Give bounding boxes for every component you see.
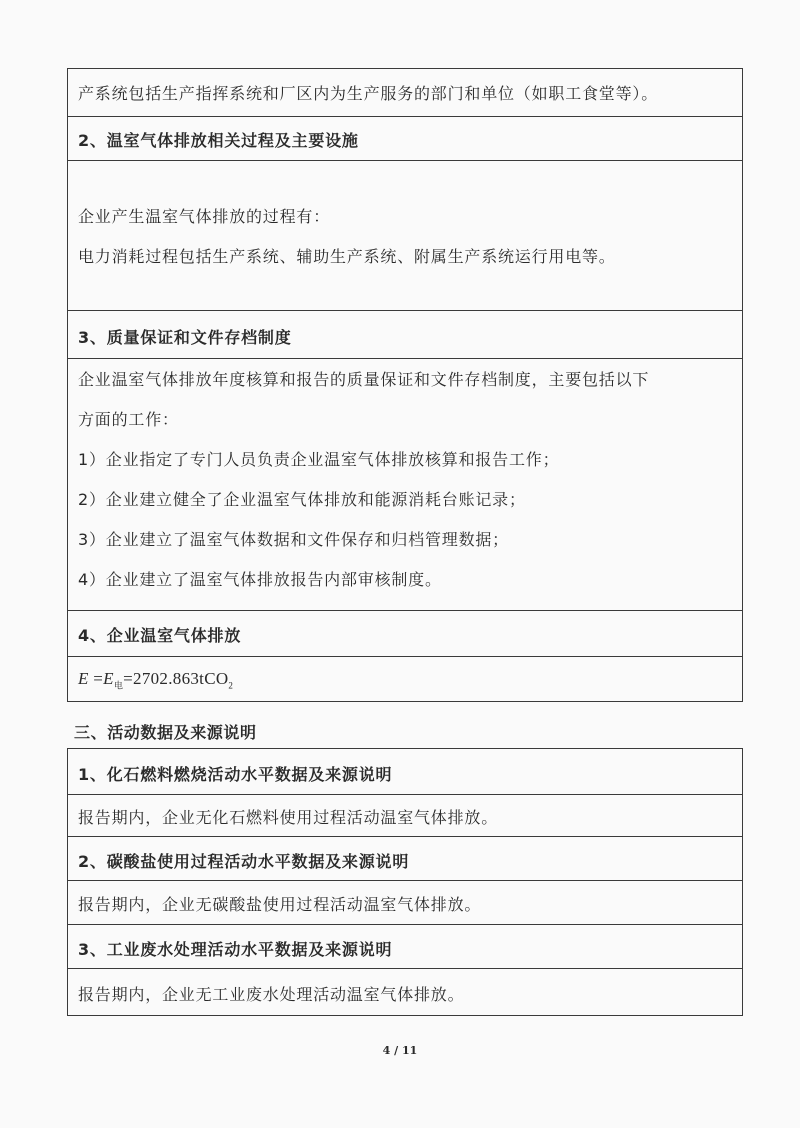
continuation-text: 产系统包括生产指挥系统和厂区内为生产服务的部门和单位（如职工食堂等）。 <box>78 84 659 103</box>
page-number: 4 / 11 <box>382 1044 418 1057</box>
section-2-heading: 2、温室气体排放相关过程及主要设施 <box>78 131 359 150</box>
wastewater-text: 报告期内，企业无工业废水处理活动温室气体排放。 <box>78 985 465 1004</box>
section-3-line-2: 方面的工作： <box>78 410 179 429</box>
activity-heading-row-3 <box>68 925 742 969</box>
carbonate-text: 报告期内，企业无碳酸盐使用过程活动温室气体排放。 <box>78 895 482 914</box>
activity-heading-row-2 <box>68 837 742 881</box>
activity-heading-row-1 <box>68 749 742 795</box>
section-2-heading-row <box>68 117 742 161</box>
wastewater-heading: 3、工业废水处理活动水平数据及来源说明 <box>78 940 393 959</box>
section-3-line-1: 企业温室气体排放年度核算和报告的质量保证和文件存档制度，主要包括以下 <box>78 370 650 389</box>
section-3-item-3: 3）企业建立了温室气体数据和文件保存和归档管理数据； <box>78 530 509 549</box>
continuation-row <box>68 69 742 117</box>
section-3-heading: 3、质量保证和文件存档制度 <box>78 328 292 347</box>
report-table-2 <box>67 748 743 1016</box>
section-4-heading-row <box>68 611 742 657</box>
activity-text-row-2 <box>68 881 742 925</box>
emission-formula: $E =E_电=2702.863tCO_2$ <box>78 669 234 691</box>
section-3-item-1: 1）企业指定了专门人员负责企业温室气体排放核算和报告工作； <box>78 450 560 469</box>
section-3-heading-row <box>68 311 742 359</box>
section-2-line-2: 电力消耗过程包括生产系统、辅助生产系统、附属生产系统运行用电等。 <box>78 247 616 266</box>
section-4-heading: 4、企业温室气体排放 <box>78 626 242 645</box>
activity-text-row-1 <box>68 795 742 837</box>
section-3-body <box>68 359 742 611</box>
section-3-item-2: 2）企业建立健全了企业温室气体排放和能源消耗台账记录； <box>78 490 526 509</box>
section-2-line-1: 企业产生温室气体排放的过程有： <box>78 207 331 226</box>
section-4-body <box>68 657 742 701</box>
fossil-fuel-text: 报告期内，企业无化石燃料使用过程活动温室气体排放。 <box>78 808 499 827</box>
fossil-fuel-heading: 1、化石燃料燃烧活动水平数据及来源说明 <box>78 765 393 784</box>
section-2-body <box>68 161 742 311</box>
section-3-item-4: 4）企业建立了温室气体排放报告内部审核制度。 <box>78 570 442 589</box>
activity-text-row-3 <box>68 969 742 1015</box>
carbonate-heading: 2、碳酸盐使用过程活动水平数据及来源说明 <box>78 852 410 871</box>
report-table-1 <box>67 68 743 702</box>
section-3-title: 三、活动数据及来源说明 <box>74 723 257 742</box>
